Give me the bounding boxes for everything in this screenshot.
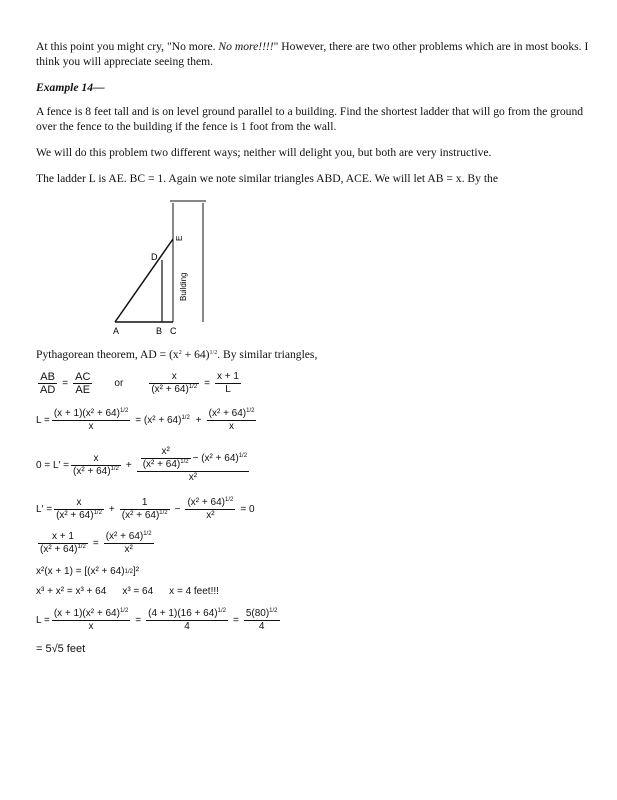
half-exp: 1/2 xyxy=(217,608,226,614)
equals-sign: = xyxy=(135,615,142,626)
den-ad: AD xyxy=(40,384,56,396)
half-exp: 1/2 xyxy=(93,510,102,516)
frac-numeric xyxy=(146,608,228,633)
line8-c: x = 4 feet!!! xyxy=(169,586,219,597)
inner-num-x2: x² xyxy=(141,446,191,459)
equals-zero: = 0 xyxy=(240,504,255,515)
prod-text: (x + 1)(x² + 64) xyxy=(53,408,120,419)
root-text: (x² + 64) xyxy=(187,497,225,508)
num-numeric xyxy=(146,608,228,621)
frac-root-x xyxy=(207,408,257,433)
equals-sign: = xyxy=(204,378,211,389)
numeric-text: (4 + 1)(16 + 64) xyxy=(148,608,218,619)
den-root xyxy=(54,510,104,522)
lprime-equals: L′ = xyxy=(36,504,53,515)
frac-root-x2 xyxy=(185,497,235,522)
num-x: x xyxy=(149,371,199,384)
frac-x-root-b xyxy=(54,497,104,522)
den-ae: AE xyxy=(75,384,91,396)
num-x1: x + 1 xyxy=(38,531,88,544)
half-exp: 1/2 xyxy=(143,531,152,537)
den-x: x xyxy=(88,621,94,632)
zero-lprime: 0 = L′ = xyxy=(36,459,70,471)
equation-derivative-zero xyxy=(36,446,251,484)
or-word: or xyxy=(114,378,124,389)
den-x2: x² xyxy=(188,472,198,483)
den-root xyxy=(149,384,199,396)
half-exp: 1/2 xyxy=(119,608,129,614)
line8-b: x³ = 64 xyxy=(122,586,154,597)
den-x2: x² xyxy=(206,510,215,521)
frac-prod-x xyxy=(52,408,130,433)
final-answer: = 5√5 feet xyxy=(36,643,86,655)
frac-prod-x xyxy=(52,608,130,633)
half-exp: 1/2 xyxy=(238,452,248,459)
inner-frac xyxy=(141,446,191,471)
half-exp: 1/2 xyxy=(159,510,168,516)
label-a: A xyxy=(113,326,120,336)
equals-sign: = xyxy=(92,538,99,549)
den-root xyxy=(71,466,121,478)
num-root xyxy=(207,408,257,421)
minus-root-text: − (x² + 64) xyxy=(192,452,239,464)
root-den-text: (x² + 64) xyxy=(151,384,189,395)
building-label: Building xyxy=(179,272,188,301)
root-text: (x² + 64) xyxy=(56,510,94,521)
num-x: x xyxy=(54,497,104,510)
l-equals: L = xyxy=(36,415,50,426)
den-four: 4 xyxy=(184,621,190,632)
compound-numerator xyxy=(137,446,249,472)
num-one: 1 xyxy=(120,497,170,510)
root-text: (x² + 64) xyxy=(73,465,111,477)
num-x1: x + 1 xyxy=(217,371,239,382)
num-ab: AB xyxy=(38,371,57,384)
frac-root-x2 xyxy=(104,531,154,556)
pythag-square: 2 xyxy=(178,350,182,356)
num-prod xyxy=(52,608,130,621)
den-four: 4 xyxy=(258,621,265,632)
equation-squared: x²(x + 1) = [(x² + 64) 1/2 ]² xyxy=(36,566,140,577)
equation-l xyxy=(36,408,258,433)
num-simplified xyxy=(244,608,280,621)
frac-x-root xyxy=(149,371,199,396)
label-c: C xyxy=(170,326,177,336)
num-root xyxy=(185,497,235,510)
minus-root xyxy=(193,453,247,465)
frac-x1-l xyxy=(215,371,241,396)
frac-1-root xyxy=(120,497,170,522)
root-text: (x² + 64) xyxy=(40,544,78,555)
root-text: (x² + 64) xyxy=(208,408,247,419)
minus-sign: − xyxy=(174,504,181,515)
half-exp: 1/2 xyxy=(180,459,189,465)
ladder-diagram xyxy=(100,195,220,340)
num-prod xyxy=(52,408,130,421)
frac-ab-ad xyxy=(38,371,57,396)
half-exp: 1/2 xyxy=(246,408,255,414)
l-equals: L = xyxy=(36,615,50,626)
sum-part xyxy=(135,415,189,426)
den-x2: x² xyxy=(124,544,133,555)
root-text: (x² + 64) xyxy=(142,459,181,470)
equals-sign: = xyxy=(232,615,239,626)
den-l: L xyxy=(225,384,231,395)
frac-compound xyxy=(137,446,249,484)
prod-text: (x + 1)(x² + 64) xyxy=(53,608,120,619)
half-exp: 1/2 xyxy=(188,384,198,390)
pythag-end: . By similar triangles, xyxy=(217,348,318,361)
half-exp: 1/2 xyxy=(269,608,278,614)
frac-x1-root xyxy=(38,531,88,556)
equation-ratio xyxy=(36,531,156,556)
num-ac: AC xyxy=(75,371,91,383)
label-d: D xyxy=(151,252,158,262)
line7-text: x²(x + 1) = [(x² + 64) xyxy=(36,566,125,577)
pythagorean-text xyxy=(36,347,596,362)
den-x: x xyxy=(88,421,94,432)
frac-ac-ae xyxy=(73,371,92,396)
plus-sign: + xyxy=(195,415,202,426)
simplified-text: 5(80) xyxy=(245,608,270,619)
example-title: Example 14— xyxy=(36,81,105,94)
intro-text-start: At this point you might cry, "No more. xyxy=(36,40,216,53)
setup-text: The ladder L is AE. BC = 1. Again we note similar triangles ABD, ACE. We will let AB = x. By the xyxy=(36,172,498,185)
intro-paragraph xyxy=(36,39,596,69)
num-x: x xyxy=(71,453,121,466)
pythag-exponent: 1/2 xyxy=(209,350,218,356)
intro-text-italic: No more!!!! xyxy=(218,40,274,53)
frac-x-root-a xyxy=(71,453,121,478)
line8-a: x³ + x² = x³ + 64 xyxy=(36,586,107,597)
den-root xyxy=(38,544,88,556)
equation-lprime xyxy=(36,497,258,522)
root-text: (x² + 64) xyxy=(105,531,144,542)
equation-solve xyxy=(36,586,219,597)
equation-similar-triangles xyxy=(36,371,243,396)
den-root xyxy=(120,510,170,522)
label-b: B xyxy=(156,326,163,336)
pythag-start: Pythagorean theorem, AD = (x xyxy=(36,348,179,361)
label-e: E xyxy=(175,235,184,241)
half-exp: 1/2 xyxy=(119,408,129,414)
intro-text-end: " However, there are two other problems which are in most books. I think you will appreciate seeing them. xyxy=(36,40,589,68)
pythag-mid: + 64) xyxy=(181,348,210,361)
half-exp: 1/2 xyxy=(77,544,86,550)
plus-sign: + xyxy=(108,504,115,515)
root-text: (x² + 64) xyxy=(121,510,160,521)
den-x: x xyxy=(229,421,235,432)
half-exp: 1/2 xyxy=(224,497,234,503)
half-exp: 1/2 xyxy=(181,415,190,421)
problem-statement: A fence is 8 feet tall and is on level ground parallel to a building. Find the shortest ladder that will go from the ground over the fence to the building if the fence is 1 foot from the wall. xyxy=(36,105,584,133)
plus-sign: + xyxy=(125,459,132,471)
num-root xyxy=(104,531,154,544)
ladder xyxy=(115,239,173,322)
sum-text: = (x² + 64) xyxy=(135,415,182,426)
line7-end: ]² xyxy=(132,566,140,577)
equation-final-l xyxy=(36,608,282,633)
approach-text: We will do this problem two different ways; neither will delight you, but both are very instructive. xyxy=(36,146,492,159)
equals-sign: = xyxy=(62,378,69,389)
frac-simplified xyxy=(244,608,280,633)
inner-den-root xyxy=(141,459,191,471)
half-exp: 1/2 xyxy=(110,465,119,472)
